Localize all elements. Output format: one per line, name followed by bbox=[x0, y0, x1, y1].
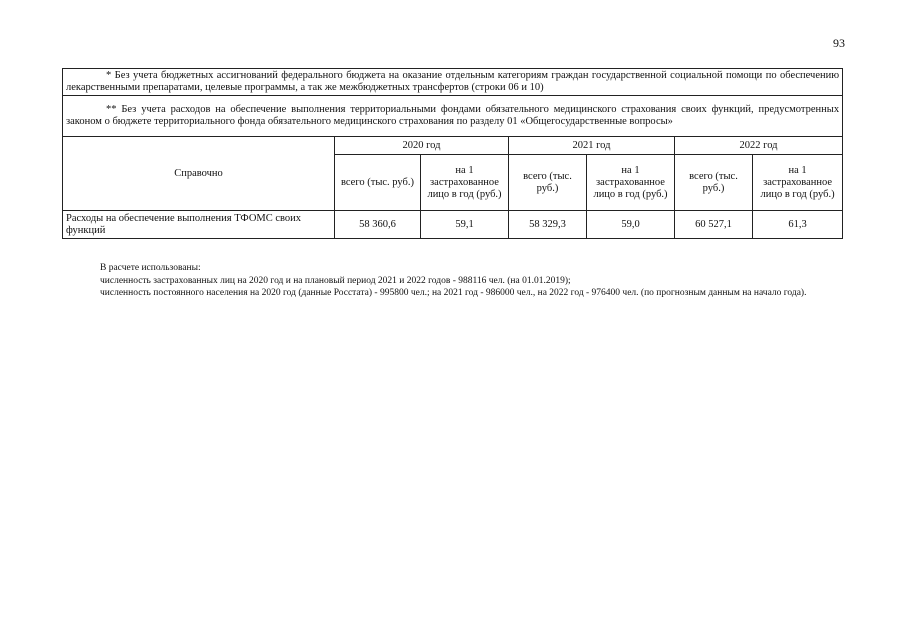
notes-insured-count: численность застрахованных лиц на 2020 год и на плановый период 2021 и 2022 годов - 988116 чел. (на 01.01.2019); bbox=[100, 275, 571, 286]
value-per-person-2021: 59,0 bbox=[587, 211, 675, 239]
table-row bbox=[63, 211, 843, 239]
year-2021-header: 2021 год bbox=[509, 137, 675, 155]
value-total-2020: 58 360,6 bbox=[335, 211, 421, 239]
footnote-2: ** Без учета расходов на обеспечение выполнения территориальными фондами обязательного медицинского страхования своих функций, предусмотренных законом о бюджете территориального фонда обязательного медицинского страхования по разделу 01 «Общегосударственные вопросы» bbox=[63, 96, 843, 137]
reference-label-header: Справочно bbox=[63, 137, 335, 211]
value-total-2022: 60 527,1 bbox=[675, 211, 753, 239]
col-per-person-2022: на 1 застрахованное лицо в год (руб.) bbox=[753, 155, 843, 211]
page-number: 93 bbox=[833, 36, 845, 50]
col-total-2022: всего (тыс. руб.) bbox=[675, 155, 753, 211]
footnote-row-2 bbox=[63, 96, 843, 137]
col-total-2021: всего (тыс. руб.) bbox=[509, 155, 587, 211]
col-total-2020: всего (тыс. руб.) bbox=[335, 155, 421, 211]
footnote-1: * Без учета бюджетных ассигнований федерального бюджета на оказание отдельным категориям граждан государственной социальной помощи по обеспечению лекарственными препаратами, целевые программы, а так же межбюджетных трансфертов (строки 06 и 10) bbox=[63, 69, 843, 96]
notes-intro: В расчете использованы: bbox=[100, 263, 201, 273]
row-label: Расходы на обеспечение выполнения ТФОМС своих функций bbox=[63, 211, 335, 239]
value-total-2021: 58 329,3 bbox=[509, 211, 587, 239]
value-per-person-2022: 61,3 bbox=[753, 211, 843, 239]
year-2020-header: 2020 год bbox=[335, 137, 509, 155]
value-per-person-2020: 59,1 bbox=[421, 211, 509, 239]
year-header-row bbox=[63, 137, 843, 155]
year-2022-header: 2022 год bbox=[675, 137, 843, 155]
col-per-person-2020: на 1 застрахованное лицо в год (руб.) bbox=[421, 155, 509, 211]
footnote-row-1 bbox=[63, 69, 843, 96]
col-per-person-2021: на 1 застрахованное лицо в год (руб.) bbox=[587, 155, 675, 211]
notes-population-count: численность постоянного населения на 2020 год (данные Росстата) - 995800 чел.; на 2021 год - 986000 чел., на 2022 год - 976400 чел. (по прогнозным данным на начало года). bbox=[100, 288, 807, 298]
expenses-table bbox=[62, 68, 843, 239]
calculation-notes bbox=[62, 262, 844, 300]
